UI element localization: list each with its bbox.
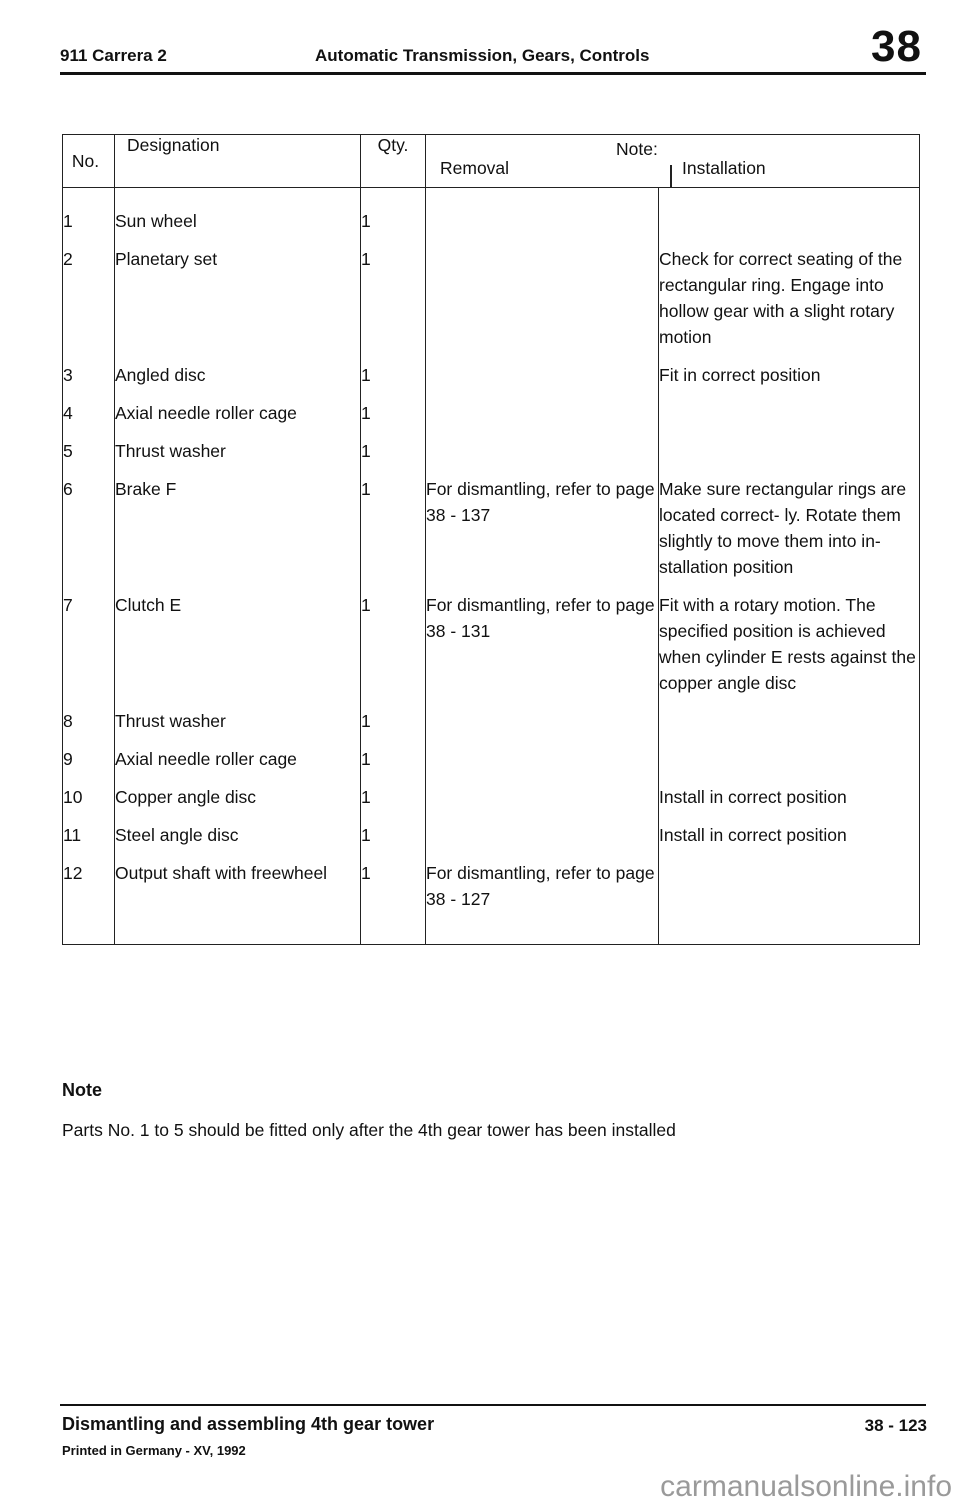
footer-divider [60,1404,926,1406]
cell-no: 1 [63,211,73,231]
cell-removal [426,432,659,470]
cell-qty: 1 [361,816,426,854]
cell-no: 7 [63,595,73,615]
header-qty: Qty. [361,135,426,188]
table-row [63,432,920,470]
cell-qty: 1 [361,188,426,241]
watermark: carmanualsonline.info [660,1470,952,1503]
page-number: 38 - 123 [864,1416,927,1435]
print-info: Printed in Germany - XV, 1992 [62,1443,246,1458]
table-row [63,394,920,432]
header-removal: Removal [440,158,510,178]
cell-removal [426,394,659,432]
header-note [426,135,920,188]
table-row [63,188,920,241]
table-row [63,816,920,854]
cell-designation: Thrust washer [115,702,361,740]
cell-removal [426,356,659,394]
table-row [63,240,920,356]
header-installation: Installation [682,158,766,178]
section-title: Automatic Transmission, Gears, Controls [315,46,650,65]
cell-qty: 1 [361,432,426,470]
cell-installation [659,432,920,470]
cell-no: 10 [63,787,83,807]
cell-removal [426,188,659,241]
page-header [60,22,926,74]
cell-qty: 1 [361,740,426,778]
table-row [63,702,920,740]
cell-qty: 1 [361,356,426,394]
cell-qty: 1 [361,470,426,586]
footer-title: Dismantling and assembling 4th gear tower [62,1414,435,1434]
cell-removal [426,816,659,854]
cell-removal [426,240,659,356]
cell-no: 4 [63,403,73,423]
cell-no: 9 [63,749,73,769]
cell-designation: Axial needle roller cage [115,740,361,778]
parts-table [62,134,920,945]
chapter-number: 38 [871,22,922,71]
table-row [63,586,920,702]
header-no: No. [63,135,115,188]
cell-removal: For dismantling, refer to page 38 - 131 [426,586,659,702]
table-row [63,740,920,778]
cell-installation [659,394,920,432]
cell-designation: Steel angle disc [115,816,361,854]
cell-installation: Install in correct position [659,816,920,854]
cell-designation: Output shaft with freewheel [115,854,361,945]
cell-installation [659,188,920,241]
cell-no: 12 [63,863,83,883]
cell-designation: Brake F [115,470,361,586]
cell-installation: Fit in correct position [659,356,920,394]
cell-qty: 1 [361,240,426,356]
cell-no: 11 [63,825,82,845]
table-row [63,356,920,394]
cell-installation [659,702,920,740]
note-text: Parts No. 1 to 5 should be fitted only after the 4th gear tower has been installed [62,1120,676,1140]
cell-designation: Planetary set [115,240,361,356]
cell-removal: For dismantling, refer to page 38 - 127 [426,854,659,945]
table-header-row [63,135,920,188]
cell-installation: Make sure rectangular rings are located correct- ly. Rotate them slightly to move them into in- stallation position [659,470,920,586]
cell-designation: Axial needle roller cage [115,394,361,432]
table-row [63,470,920,586]
cell-designation: Copper angle disc [115,778,361,816]
header-note-divider [670,165,672,187]
cell-removal [426,778,659,816]
note-title: Note [62,1080,102,1100]
cell-no: 8 [63,711,73,731]
header-designation: Designation [115,135,361,188]
table-row [63,778,920,816]
cell-designation: Sun wheel [115,188,361,241]
cell-no: 6 [63,479,73,499]
header-note-label: Note: [616,139,658,159]
header-divider [60,72,926,75]
cell-installation: Install in correct position [659,778,920,816]
cell-installation: Fit with a rotary motion. The specified position is achieved when cylinder E rests against the copper angle disc [659,586,920,702]
cell-installation [659,854,920,945]
cell-qty: 1 [361,586,426,702]
model-title: 911 Carrera 2 [60,46,167,65]
cell-removal [426,740,659,778]
cell-qty: 1 [361,854,426,945]
cell-no: 2 [63,249,73,269]
cell-removal: For dismantling, refer to page 38 - 137 [426,470,659,586]
table-row [63,854,920,945]
cell-qty: 1 [361,778,426,816]
cell-installation: Check for correct seating of the rectangular ring. Engage into hollow gear with a slight rotary motion [659,240,920,356]
cell-no: 3 [63,365,73,385]
cell-qty: 1 [361,702,426,740]
cell-installation [659,740,920,778]
cell-designation: Thrust washer [115,432,361,470]
cell-qty: 1 [361,394,426,432]
cell-no: 5 [63,441,73,461]
cell-designation: Angled disc [115,356,361,394]
cell-designation: Clutch E [115,586,361,702]
cell-removal [426,702,659,740]
